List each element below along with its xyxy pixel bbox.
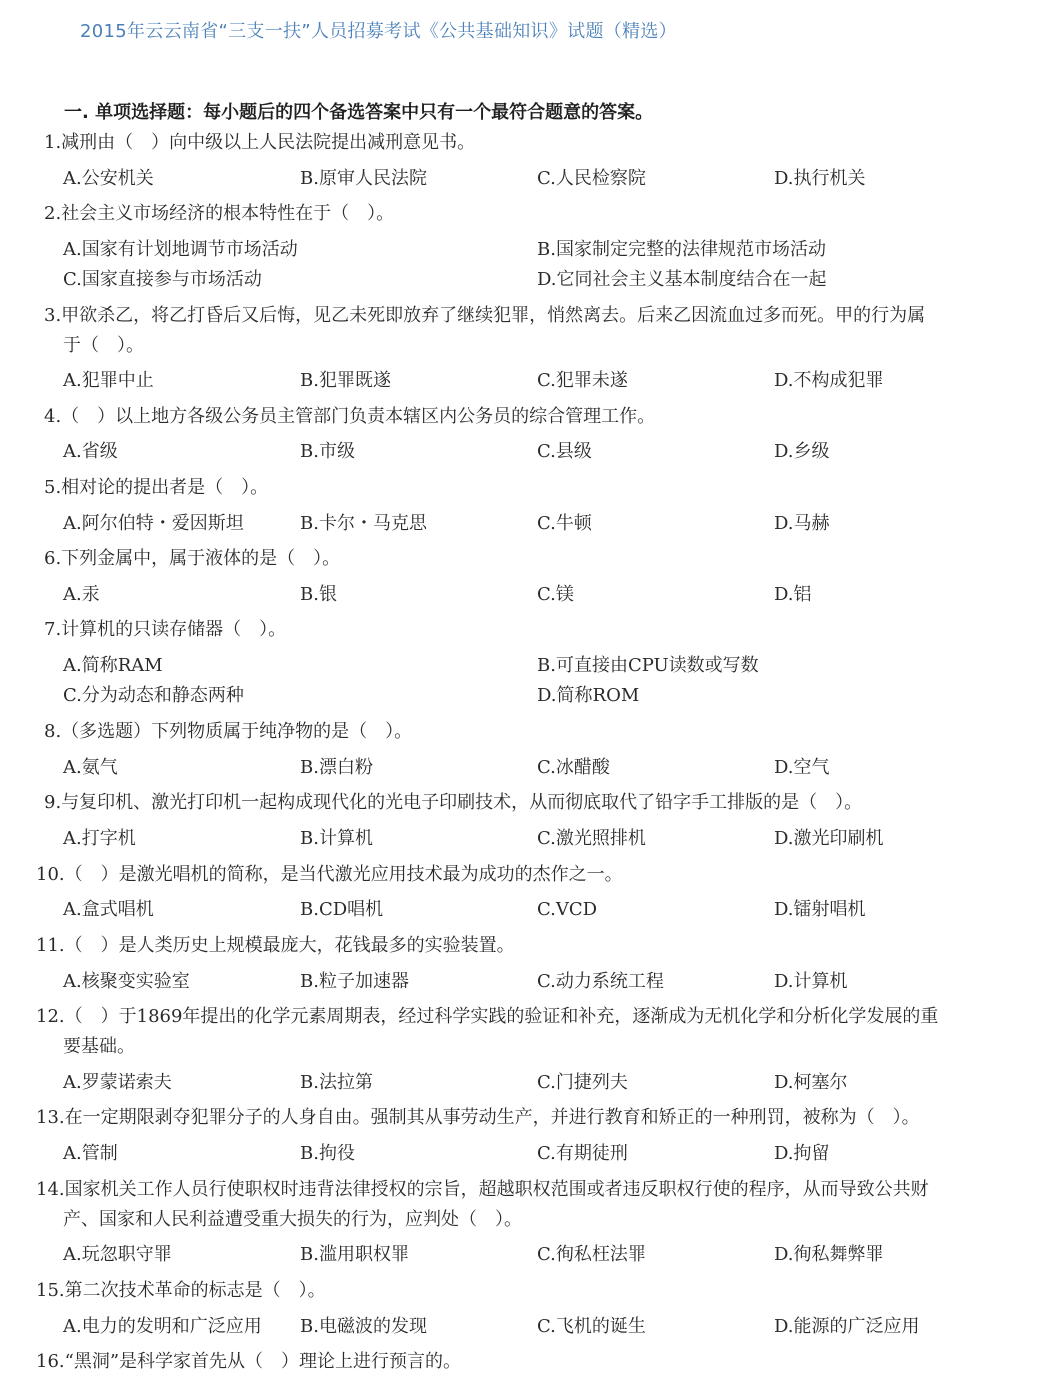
option-a: A.氨气 <box>63 757 118 778</box>
question-9: 9.与复印机、激光打印机一起构成现代化的光电子印刷技术，从而彻底取代了铅字手工排版的是（ ）。 <box>44 792 863 813</box>
option-a: A.打字机 <box>63 828 136 849</box>
option-c: C.激光照排机 <box>537 828 646 849</box>
option-b: B.粒子加速器 <box>300 971 409 992</box>
option-c: C.有期徒刑 <box>537 1143 628 1164</box>
option-b: B.CD唱机 <box>300 899 384 920</box>
option-c: C.飞机的诞生 <box>537 1316 646 1337</box>
option-d: D.空气 <box>774 757 830 778</box>
section-heading: 一. 单项选择题：每小题后的四个备选答案中只有一个最符合题意的答案。 <box>64 102 654 123</box>
option-a: A.电力的发明和广泛应用 <box>63 1316 262 1337</box>
option-b: B.滥用职权罪 <box>300 1244 409 1265</box>
option-b: B.计算机 <box>300 828 373 849</box>
option-c: C.冰醋酸 <box>537 757 610 778</box>
option-a: A.汞 <box>63 584 100 605</box>
option-c: C.牛顿 <box>537 513 592 534</box>
question-16: 16.“黑洞”是科学家首先从（ ）理论上进行预言的。 <box>36 1351 462 1372</box>
option-b: B.市级 <box>300 441 355 462</box>
option-c: C.门捷列夫 <box>537 1072 628 1093</box>
question-14-line-1: 14.国家机关工作人员行使职权时违背法律授权的宗旨，超越职权范围或者违反职权行使的程序，从而导致公共财 <box>36 1179 929 1200</box>
option-d: D.简称ROM <box>537 685 640 706</box>
option-b: B.犯罪既遂 <box>300 370 391 391</box>
option-b: B.法拉第 <box>300 1072 373 1093</box>
option-d: D.激光印刷机 <box>774 828 884 849</box>
option-a: A.盒式唱机 <box>63 899 154 920</box>
option-c: C.县级 <box>537 441 592 462</box>
option-d: D.计算机 <box>774 971 848 992</box>
option-a: A.核聚变实验室 <box>63 971 190 992</box>
option-c: C.镁 <box>537 584 574 605</box>
option-a: A.公安机关 <box>63 168 154 189</box>
option-b: B.国家制定完整的法律规范市场活动 <box>537 239 826 260</box>
option-d: D.徇私舞弊罪 <box>774 1244 884 1265</box>
question-7-options-row-1 <box>63 651 1023 681</box>
question-7-options-row-2 <box>63 681 1023 711</box>
question-4: 4.（ ）以上地方各级公务员主管部门负责本辖区内公务员的综合管理工作。 <box>44 406 656 427</box>
option-c: C.VCD <box>537 899 598 920</box>
question-13-options <box>63 1139 1023 1169</box>
question-3-line-1: 3.甲欲杀乙，将乙打昏后又后悔，见乙未死即放弃了继续犯罪，悄然离去。后来乙因流血过多而死。甲的行为属 <box>44 305 926 326</box>
option-b: B.电磁波的发现 <box>300 1316 427 1337</box>
option-a: A.罗蒙诺索夫 <box>63 1072 172 1093</box>
document-title: 2015年云云南省“三支一扶”人员招募考试《公共基础知识》试题（精选） <box>80 21 677 42</box>
option-a: A.犯罪中止 <box>63 370 154 391</box>
option-d: D.拘留 <box>774 1143 830 1164</box>
question-2-options-row-1 <box>63 235 1023 265</box>
option-b: B.拘役 <box>300 1143 355 1164</box>
option-d: D.马赫 <box>774 513 830 534</box>
question-8-options <box>63 753 1023 783</box>
option-b: B.原审人民法院 <box>300 168 427 189</box>
question-5-options <box>63 509 1023 539</box>
option-b: B.漂白粉 <box>300 757 373 778</box>
option-d: D.它同社会主义基本制度结合在一起 <box>537 269 827 290</box>
option-d: D.柯塞尔 <box>774 1072 848 1093</box>
question-3-options <box>63 366 1023 396</box>
question-5: 5.相对论的提出者是（ ）。 <box>44 477 269 498</box>
option-b: B.卡尔・马克思 <box>300 513 427 534</box>
option-a: A.阿尔伯特・爱因斯坦 <box>63 513 244 534</box>
option-d: D.不构成犯罪 <box>774 370 884 391</box>
question-11: 11.（ ）是人类历史上规模最庞大，花钱最多的实验装置。 <box>36 935 515 956</box>
option-d: D.镭射唱机 <box>774 899 866 920</box>
question-13: 13.在一定期限剥夺犯罪分子的人身自由。强制其从事劳动生产，并进行教育和矫正的一种刑罚，被称为（ ）。 <box>36 1107 920 1128</box>
question-14-line-2: 产、国家和人民利益遭受重大损失的行为，应判处（ ）。 <box>63 1209 522 1230</box>
question-2: 2.社会主义市场经济的根本特性在于（ ）。 <box>44 203 395 224</box>
question-12-options <box>63 1068 1023 1098</box>
question-6-options <box>63 580 1023 610</box>
option-c: C.人民检察院 <box>537 168 646 189</box>
option-c: C.动力系统工程 <box>537 971 664 992</box>
option-a: A.玩忽职守罪 <box>63 1244 172 1265</box>
option-b: B.银 <box>300 584 337 605</box>
question-1: 1.减刑由（ ）向中级以上人民法院提出减刑意见书。 <box>44 132 476 153</box>
option-d: D.执行机关 <box>774 168 866 189</box>
option-a: A.简称RAM <box>63 655 163 676</box>
option-a: A.国家有计划地调节市场活动 <box>63 239 298 260</box>
option-d: D.能源的广泛应用 <box>774 1316 920 1337</box>
question-1-options <box>63 164 1023 194</box>
question-2-options-row-2 <box>63 265 1023 295</box>
question-14-options <box>63 1240 1023 1270</box>
option-c: C.国家直接参与市场活动 <box>63 269 262 290</box>
question-15-options <box>63 1312 1023 1342</box>
question-8: 8.（多选题）下列物质属于纯净物的是（ ）。 <box>44 721 413 742</box>
question-6: 6.下列金属中，属于液体的是（ ）。 <box>44 548 341 569</box>
question-7: 7.计算机的只读存储器（ ）。 <box>44 619 287 640</box>
option-c: C.徇私枉法罪 <box>537 1244 646 1265</box>
option-d: D.铝 <box>774 584 812 605</box>
option-c: C.犯罪未遂 <box>537 370 628 391</box>
question-10: 10.（ ）是激光唱机的简称，是当代激光应用技术最为成功的杰作之一。 <box>36 864 623 885</box>
option-a: A.省级 <box>63 441 118 462</box>
question-15: 15.第二次技术革命的标志是（ ）。 <box>36 1280 326 1301</box>
question-10-options <box>63 895 1023 925</box>
option-a: A.管制 <box>63 1143 118 1164</box>
question-3-line-2: 于（ ）。 <box>63 335 144 356</box>
question-11-options <box>63 967 1023 997</box>
option-d: D.乡级 <box>774 441 830 462</box>
question-12-line-1: 12.（ ）于1869年提出的化学元素周期表，经过科学实践的验证和补充，逐渐成为无机化学和分析化学发展的重 <box>36 1006 939 1027</box>
question-12-line-2: 要基础。 <box>63 1036 135 1057</box>
option-b: B.可直接由CPU读数或写数 <box>537 655 759 676</box>
question-4-options <box>63 437 1023 467</box>
option-c: C.分为动态和静态两种 <box>63 685 244 706</box>
question-9-options <box>63 824 1023 854</box>
